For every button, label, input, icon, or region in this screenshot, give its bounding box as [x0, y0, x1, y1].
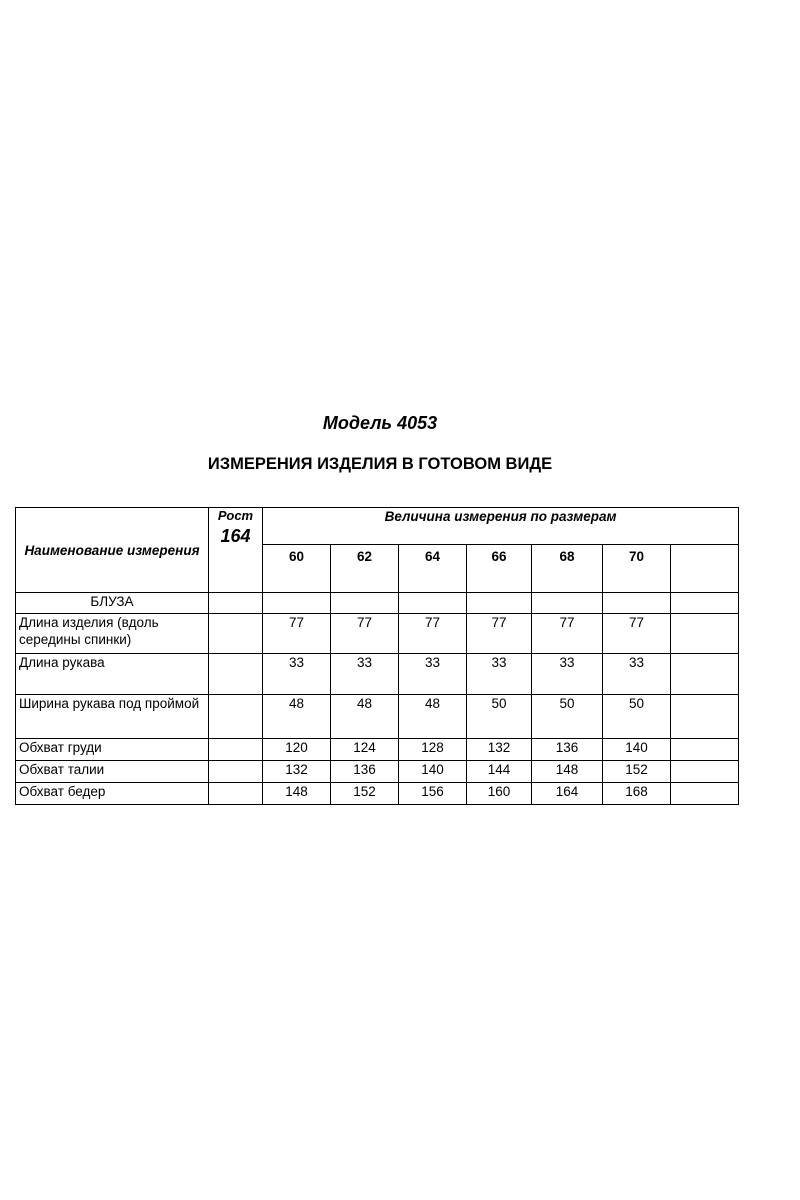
- table-cell: 168: [603, 783, 671, 805]
- table-cell: 156: [399, 783, 467, 805]
- table-cell: 148: [532, 761, 603, 783]
- header-measurement-name: Наименование измерения: [16, 508, 209, 593]
- size-header: 68: [532, 545, 603, 593]
- table-cell: 33: [263, 654, 331, 695]
- row-label: Обхват груди: [16, 739, 209, 761]
- table-cell-empty: [671, 739, 739, 761]
- row-label: Длина рукава: [16, 654, 209, 695]
- table-cell: 33: [399, 654, 467, 695]
- table-cell: 33: [532, 654, 603, 695]
- table-cell: 128: [399, 739, 467, 761]
- table-cell: 148: [263, 783, 331, 805]
- row-label: Обхват бедер: [16, 783, 209, 805]
- size-header: 64: [399, 545, 467, 593]
- table-cell-empty: [263, 593, 331, 614]
- row-label: Ширина рукава под проймой: [16, 695, 209, 739]
- table-cell-empty: [671, 654, 739, 695]
- row-label: Обхват талии: [16, 761, 209, 783]
- table-cell-empty: [671, 761, 739, 783]
- table-cell: 140: [399, 761, 467, 783]
- size-header: 60: [263, 545, 331, 593]
- table-cell-empty: [331, 593, 399, 614]
- table-cell-empty: [209, 783, 263, 805]
- table-cell: 136: [532, 739, 603, 761]
- table-cell: 132: [263, 761, 331, 783]
- table-cell-empty: [671, 593, 739, 614]
- table-cell-empty: [671, 783, 739, 805]
- table-cell-empty: [209, 761, 263, 783]
- table-cell: 164: [532, 783, 603, 805]
- table-cell: 77: [532, 614, 603, 654]
- table-cell: 77: [467, 614, 532, 654]
- table-row: [16, 614, 739, 654]
- table-row: [16, 739, 739, 761]
- table-cell: 33: [331, 654, 399, 695]
- table-cell-empty: [671, 695, 739, 739]
- table-cell-empty: [467, 593, 532, 614]
- header-sizes-group: Величина измерения по размерам: [263, 508, 739, 545]
- table-cell: 50: [603, 695, 671, 739]
- table-cell: 77: [399, 614, 467, 654]
- table-cell-empty: [209, 654, 263, 695]
- table-cell: 48: [263, 695, 331, 739]
- table-cell: 140: [603, 739, 671, 761]
- table-cell-empty: [603, 593, 671, 614]
- header-growth-label: Рост: [217, 508, 254, 523]
- table-cell: 33: [467, 654, 532, 695]
- size-header: 70: [603, 545, 671, 593]
- table-cell-empty: [399, 593, 467, 614]
- table-cell-empty: [532, 593, 603, 614]
- table-row: [16, 783, 739, 805]
- table-row: [16, 695, 739, 739]
- table-cell: 77: [331, 614, 399, 654]
- document-subtitle: ИЗМЕРЕНИЯ ИЗДЕЛИЯ В ГОТОВОМ ВИДЕ: [207, 455, 553, 473]
- table-cell-empty: [209, 593, 263, 614]
- table-cell: 48: [399, 695, 467, 739]
- table-cell-empty: [671, 614, 739, 654]
- size-header: 62: [331, 545, 399, 593]
- table-cell: 124: [331, 739, 399, 761]
- section-label: БЛУЗА: [16, 593, 209, 614]
- table-cell: 152: [603, 761, 671, 783]
- table-cell: 144: [467, 761, 532, 783]
- measurement-table: [15, 507, 739, 805]
- header-growth-value: 164: [220, 526, 251, 546]
- table-row: [16, 761, 739, 783]
- table-cell: 50: [467, 695, 532, 739]
- row-label: Длина изделия (вдоль середины спинки): [16, 614, 209, 654]
- table-cell-empty: [209, 695, 263, 739]
- model-title: Модель 4053: [322, 413, 438, 433]
- table-cell-empty: [209, 614, 263, 654]
- table-cell: 77: [263, 614, 331, 654]
- header-growth: [209, 508, 263, 593]
- table-cell: 152: [331, 783, 399, 805]
- table-cell: 33: [603, 654, 671, 695]
- table-cell: 50: [532, 695, 603, 739]
- size-header: 66: [467, 545, 532, 593]
- size-header-empty: [671, 545, 739, 593]
- table-cell: 136: [331, 761, 399, 783]
- table-cell: 77: [603, 614, 671, 654]
- table-cell: 48: [331, 695, 399, 739]
- table-cell: 120: [263, 739, 331, 761]
- table-row: [16, 654, 739, 695]
- table-cell: 132: [467, 739, 532, 761]
- table-cell: 160: [467, 783, 532, 805]
- table-cell-empty: [209, 739, 263, 761]
